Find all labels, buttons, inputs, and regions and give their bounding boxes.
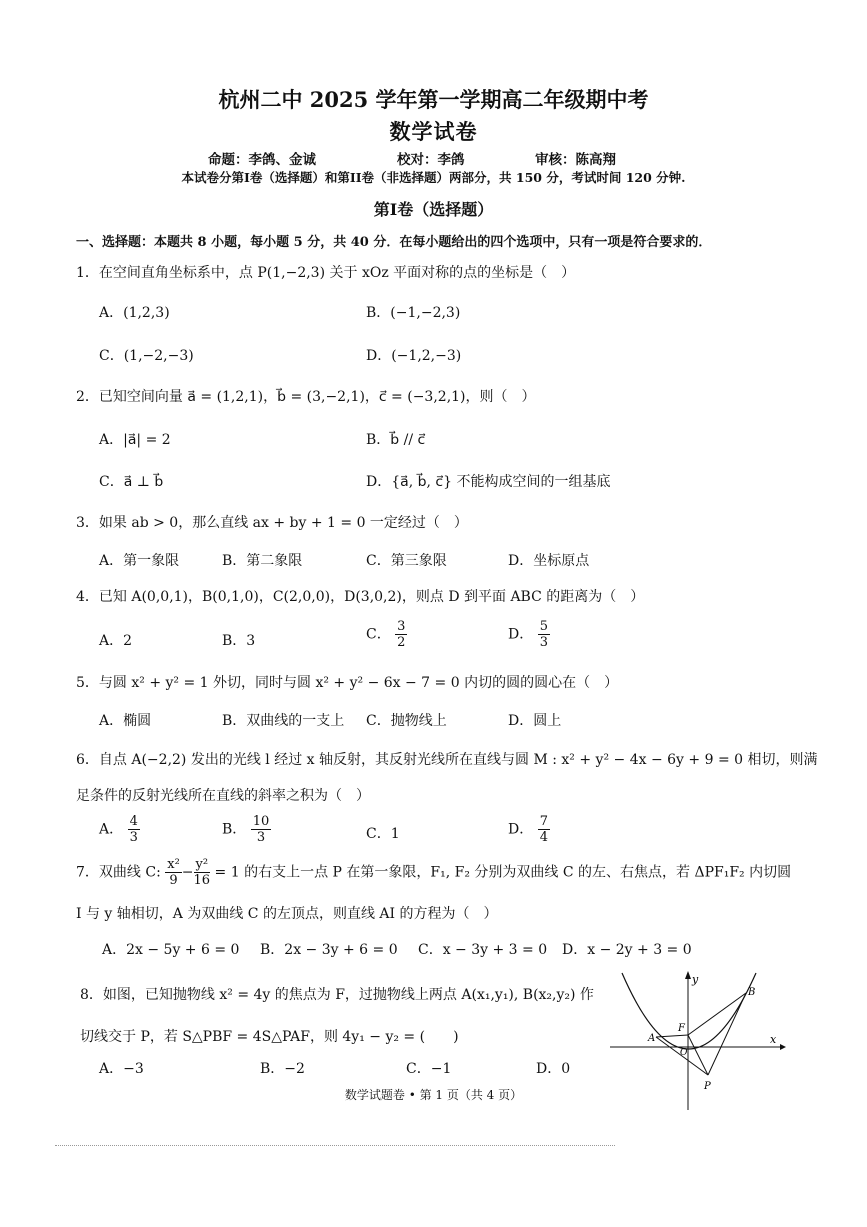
q2-option-b: B．b⃗ // c⃗ — [366, 432, 426, 448]
q6-option-c: C．1 — [366, 826, 400, 842]
q7-minus: − — [181, 864, 194, 881]
tangent-line-b — [708, 993, 746, 1075]
segment-fp — [688, 1035, 708, 1075]
q5-option-d: D．圆上 — [508, 713, 562, 729]
label-a: A — [648, 1033, 656, 1044]
part-title: 第I卷（选择题） — [373, 200, 494, 219]
q4-option-a: A．2 — [99, 633, 133, 649]
q5-option-c: C．抛物线上 — [366, 713, 447, 729]
q7-option-d: D．x − 2y + 3 = 0 — [562, 942, 692, 958]
q8-stem-line1: 8．如图，已知抛物线 x² = 4y 的焦点为 F，过抛物线上两点 A(x₁,y₁), B(x₂,y₂) 作 — [80, 987, 594, 1003]
q6-option-a — [99, 815, 140, 844]
exam-title: 杭州二中 2025 学年第一学期高二年级期中考 — [218, 87, 649, 112]
q4-d-denominator: 3 — [539, 635, 548, 650]
q4-stem: 4．已知 A(0,0,1)，B(0,1,0)，C(2,0,0)，D(3,0,2)，则点 D 到平面 ABC 的距离为（ ） — [76, 589, 645, 605]
exam-intro: 本试卷分第I卷（选择题）和第II卷（非选择题）两部分，共 150 分，考试时间 120 分钟. — [181, 170, 686, 185]
q3-option-c: C．第三象限 — [366, 553, 447, 569]
q2-option-c: C．a⃗ ⊥ b⃗ — [99, 474, 164, 490]
q3-stem: 3．如果 ab > 0，那么直线 ax + by + 1 = 0 一定经过（ ） — [76, 515, 468, 531]
q6-d-denominator: 4 — [539, 830, 548, 845]
q2-option-d: D．{a⃗, b⃗, c⃗} 不能构成空间的一组基底 — [366, 474, 611, 490]
q5-option-a: A．椭圆 — [99, 713, 152, 729]
q1-stem: 1．在空间直角坐标系中，点 P(1,−2,3) 关于 xOz 平面对称的点的坐标是（ ） — [76, 265, 576, 281]
author-credit: 命题：李鸽、金诚 — [208, 152, 316, 168]
q2-stem: 2．已知空间向量 a⃗ = (1,2,1)，b⃗ = (3,−2,1)，c⃗ = (−3,2,1)，则（ ） — [76, 389, 536, 405]
q6-option-a-label: A． — [99, 821, 124, 838]
q1-option-d: D．(−1,2,−3) — [366, 348, 462, 364]
q7-fraction-x — [165, 858, 182, 887]
q7-option-c: C．x − 3y + 3 = 0 — [418, 942, 548, 958]
q8-option-d: D．0 — [536, 1061, 571, 1077]
q6-option-b — [222, 815, 271, 844]
q2-option-a: A．|a⃗| = 2 — [99, 432, 171, 448]
q4-d-numerator: 5 — [539, 619, 548, 634]
q7-stem-line1 — [76, 858, 791, 887]
section-title: 一、选择题：本题共 8 小题，每小题 5 分，共 40 分．在每小题给出的四个选项中，只有一项是符合要求的． — [76, 235, 712, 250]
q6-d-numerator: 7 — [539, 814, 548, 829]
label-b: B — [748, 987, 756, 998]
q7-frac2-denominator: 16 — [193, 873, 211, 888]
q1-option-c: C．(1,−2,−3) — [99, 348, 194, 364]
q8-stem-line2: 切线交于 P，若 S△PBF = 4S△PAF，则 4y₁ − y₂ = ( ) — [80, 1029, 459, 1045]
q4-option-d-fraction — [538, 620, 550, 649]
q4-option-d-label: D． — [508, 626, 534, 643]
cut-line-divider — [55, 1145, 615, 1146]
label-x: x — [770, 1033, 777, 1046]
q4-option-c-fraction — [395, 620, 407, 649]
segment-fb — [688, 993, 746, 1035]
q7-option-a: A．2x − 5y + 6 = 0 — [102, 942, 240, 958]
q6-a-denominator: 3 — [129, 830, 138, 845]
q1-option-a: A．(1,2,3) — [99, 305, 170, 321]
label-p: P — [704, 1081, 711, 1092]
q4-c-denominator: 2 — [397, 635, 406, 650]
q8-option-a: A．−3 — [99, 1061, 144, 1077]
q7-fraction-y — [194, 858, 211, 887]
q8-option-c: C．−1 — [406, 1061, 452, 1077]
page-footer: 数学试题卷 • 第 1 页（共 4 页） — [344, 1088, 523, 1102]
q7-stem-suffix: = 1 的右支上一点 P 在第一象限，F₁, F₂ 分别为双曲线 C 的左、右焦点，若 ΔPF₁F₂ 内切圆 — [214, 864, 792, 881]
q6-option-a-fraction — [128, 815, 140, 844]
q4-option-d — [508, 620, 550, 649]
q6-option-d — [508, 815, 550, 844]
y-axis-arrow — [685, 971, 691, 979]
q6-option-d-fraction — [538, 815, 550, 844]
q5-option-b: B．双曲线的一支上 — [222, 713, 345, 729]
q7-option-b: B．2x − 3y + 6 = 0 — [260, 942, 398, 958]
q6-stem-line2: 足条件的反射光线所在直线的斜率之积为（ ） — [76, 788, 370, 804]
label-o: O — [680, 1048, 688, 1058]
q6-option-d-label: D． — [508, 821, 534, 838]
proofreader-credit: 校对：李鸽 — [397, 152, 465, 168]
label-f: F — [678, 1023, 685, 1034]
q8-option-b: B．−2 — [260, 1061, 305, 1077]
q7-frac2-numerator: y² — [195, 857, 209, 872]
q4-c-numerator: 3 — [397, 619, 406, 634]
q3-option-b: B．第二象限 — [222, 553, 303, 569]
q7-frac1-numerator: x² — [167, 857, 180, 872]
q3-option-d: D．坐标原点 — [508, 553, 590, 569]
q6-a-numerator: 4 — [129, 814, 138, 829]
q3-option-a: A．第一象限 — [99, 553, 180, 569]
q6-option-b-label: B． — [222, 821, 247, 838]
x-axis-arrow — [780, 1044, 786, 1050]
reviewer-credit: 审核：陈高翔 — [535, 152, 616, 168]
exam-subtitle: 数学试卷 — [389, 119, 478, 144]
q6-stem-line1: 6．自点 A(−2,2) 发出的光线 l 经过 x 轴反射，其反射光线所在直线与圆 M : x² + y² − 4x − 6y + 9 = 0 相切，则满 — [76, 752, 818, 768]
q4-option-c-label: C． — [366, 626, 391, 643]
q7-frac1-denominator: 9 — [169, 873, 178, 888]
q6-option-b-fraction — [251, 815, 272, 844]
q7-stem-line2: I 与 y 轴相切，A 为双曲线 C 的左顶点，则直线 AI 的方程为（ ） — [76, 906, 498, 922]
q4-option-b: B．3 — [222, 633, 256, 649]
q1-option-b: B．(−1,−2,3) — [366, 305, 461, 321]
q6-b-numerator: 10 — [252, 814, 270, 829]
q7-stem-prefix: 7．双曲线 C: — [76, 864, 161, 881]
label-y: y — [692, 973, 699, 986]
q5-stem: 5．与圆 x² + y² = 1 外切，同时与圆 x² + y² − 6x − 7 = 0 内切的圆的圆心在（ ） — [76, 675, 619, 691]
q4-option-c — [366, 620, 407, 649]
q6-b-denominator: 3 — [256, 830, 266, 845]
